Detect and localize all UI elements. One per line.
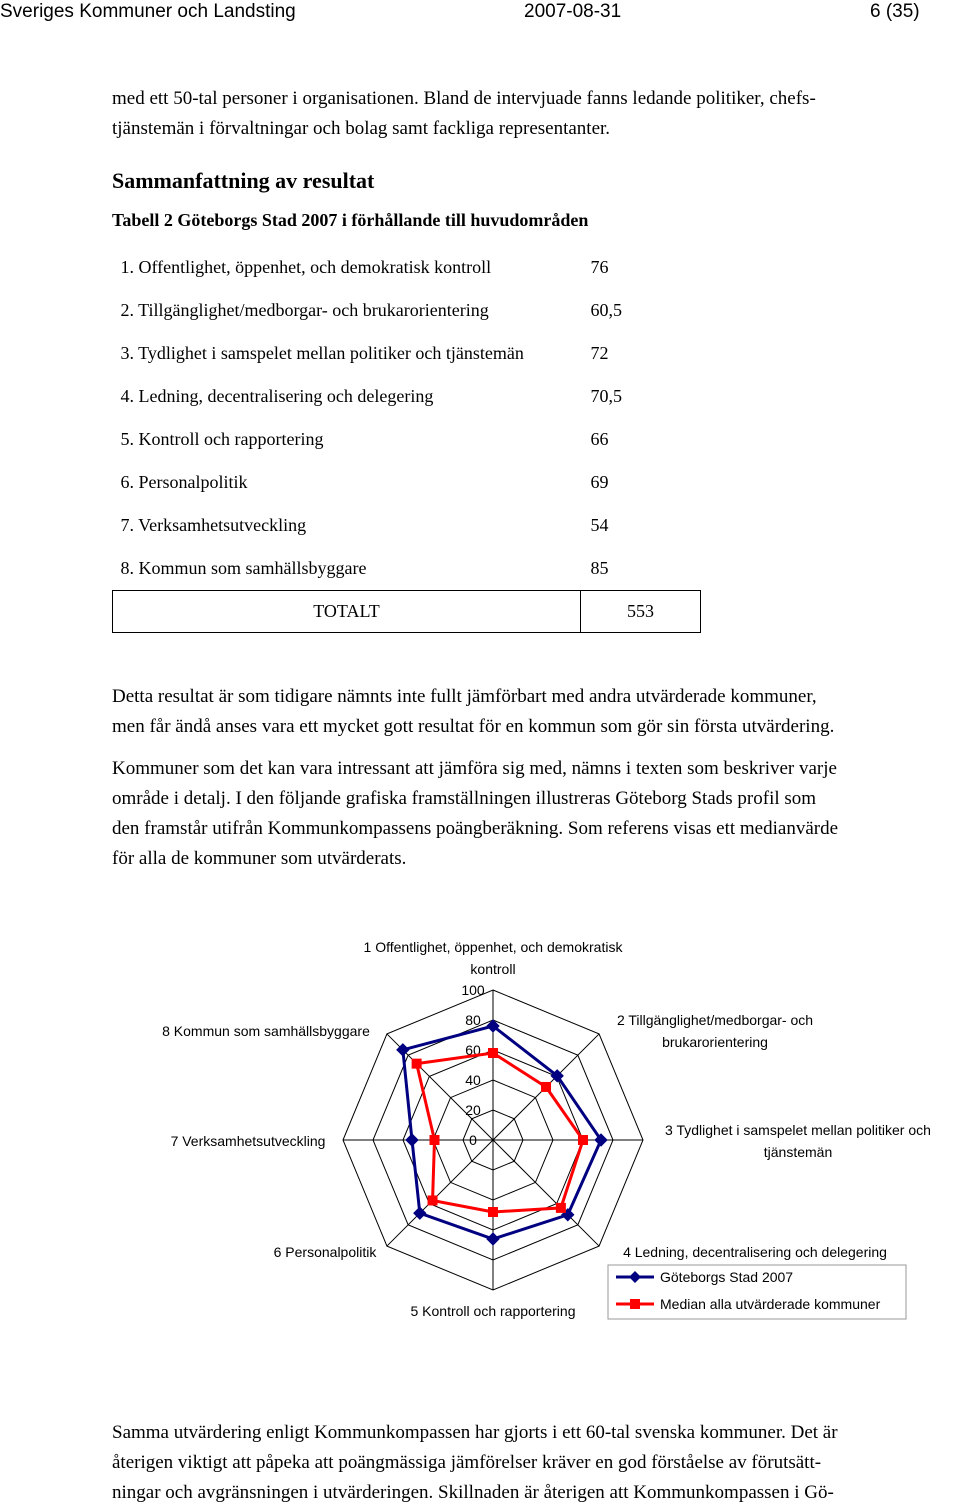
row-value: 60,5 <box>590 300 622 320</box>
data-point-square <box>430 1135 440 1145</box>
data-point-square <box>556 1203 566 1213</box>
legend-marker-square <box>630 1299 640 1309</box>
row-value: 76 <box>590 257 609 277</box>
page-header <box>0 0 960 26</box>
table-row <box>113 375 701 418</box>
row-label: 4. Ledning, decentralisering och delegering <box>120 386 434 406</box>
row-label: 2. Tillgänglighet/medborgar- och brukarorientering <box>120 300 489 320</box>
axis-label: 3 Tydlighet i samspelet mellan politiker och <box>665 1122 931 1138</box>
paragraph-3: Samma utvärdering enligt Kommunkompassen har gjorts i ett 60-tal svenska kommuner. Det är återigen viktigt att påpeka att poängmässiga jämförelser kräver en god förståelse av förutsätt- ningar och avgränsningen i utvärderingen. Skillnaden är återigen att Kommunkompassen i Gö- <box>112 1422 838 1503</box>
axis-label: 5 Kontroll och rapportering <box>410 1303 576 1319</box>
total-value: 553 <box>581 591 701 633</box>
tick-label: 0 <box>469 1132 477 1148</box>
table-row <box>113 246 701 289</box>
legend-label: Median alla utvärderade kommuner <box>660 1296 881 1312</box>
data-point-diamond <box>487 1233 499 1245</box>
tick-label: 20 <box>465 1102 481 1118</box>
results-table <box>112 246 701 633</box>
header-org: Sveriges Kommuner och Landsting <box>0 1 296 22</box>
table-row <box>113 504 701 547</box>
table-caption: Tabell 2 Göteborgs Stad 2007 i förhållande till huvudområden <box>112 210 589 230</box>
table-row <box>113 332 701 375</box>
tick-label: 100 <box>461 982 485 998</box>
axis-label: 4 Ledning, decentralisering och delegering <box>623 1244 887 1260</box>
paragraph-1: Detta resultat är som tidigare nämnts inte fullt jämförbart med andra utvärderade kommuner, men får ändå anses vara ett mycket gott resultat för en kommun som gör sin första utvärdering. <box>112 686 835 737</box>
axis-label: brukarorientering <box>662 1034 768 1050</box>
row-value: 66 <box>590 429 609 449</box>
row-label: 5. Kontroll och rapportering <box>120 429 324 449</box>
axis-label: 1 Offentlighet, öppenhet, och demokratisk <box>363 939 623 955</box>
legend-label: Göteborgs Stad 2007 <box>660 1269 794 1285</box>
axis-label: 8 Kommun som samhällsbyggare <box>162 1023 370 1039</box>
table-row <box>113 461 701 504</box>
tick-label: 40 <box>465 1072 481 1088</box>
paragraph-2: Kommuner som det kan vara intressant att jämföra sig med, nämns i texten som beskriver varje område i detalj. I den följande grafiska framställningen illustreras Göteborg Stads profil som den framstår utifrån Kommunkompassens poängberäkning. Som referens visas ett medianvärde för alla de kommuner som utvärderats. <box>112 758 839 869</box>
tick-label: 60 <box>465 1042 481 1058</box>
radar-chart <box>0 930 960 1330</box>
axis-label: tjänstemän <box>763 1144 833 1160</box>
row-label: 1. Offentlighet, öppenhet, och demokratisk kontroll <box>120 257 492 277</box>
tick-label: 80 <box>465 1012 481 1028</box>
table-row <box>113 289 701 332</box>
data-point-square <box>488 1207 498 1217</box>
row-value: 72 <box>590 343 609 363</box>
data-point-square <box>488 1048 498 1058</box>
axis-label: 7 Verksamhetsutveckling <box>170 1133 326 1149</box>
data-point-square <box>541 1082 551 1092</box>
section-title: Sammanfattning av resultat <box>112 168 375 193</box>
table-row <box>113 547 701 591</box>
row-value: 54 <box>590 515 609 535</box>
row-value: 70,5 <box>590 386 622 406</box>
row-value: 69 <box>590 472 609 492</box>
row-label: 3. Tydlighet i samspelet mellan politiker och tjänstemän <box>120 343 524 363</box>
axis-label: 6 Personalpolitik <box>273 1244 377 1260</box>
row-value: 85 <box>590 558 609 578</box>
intro-paragraph: med ett 50-tal personer i organisationen. Bland de intervjuade fanns ledande politiker, chefs- tjänstemän i förvaltningar och bolag samt fackliga representanter. <box>112 88 816 139</box>
total-label: TOTALT <box>113 591 581 633</box>
row-label: 6. Personalpolitik <box>120 472 248 492</box>
table-total-row <box>113 591 701 633</box>
header-date: 2007-08-31 <box>524 1 622 22</box>
data-point-square <box>428 1195 438 1205</box>
header-page-number: 6 (35) <box>870 1 920 22</box>
row-label: 8. Kommun som samhällsbyggare <box>120 558 367 578</box>
data-point-square <box>412 1059 422 1069</box>
axis-label: kontroll <box>470 961 516 977</box>
axis-label: 2 Tillgänglighet/medborgar- och <box>616 1012 814 1028</box>
data-point-square <box>578 1135 588 1145</box>
row-label: 7. Verksamhetsutveckling <box>120 515 307 535</box>
data-point-diamond <box>406 1134 418 1146</box>
table-row <box>113 418 701 461</box>
